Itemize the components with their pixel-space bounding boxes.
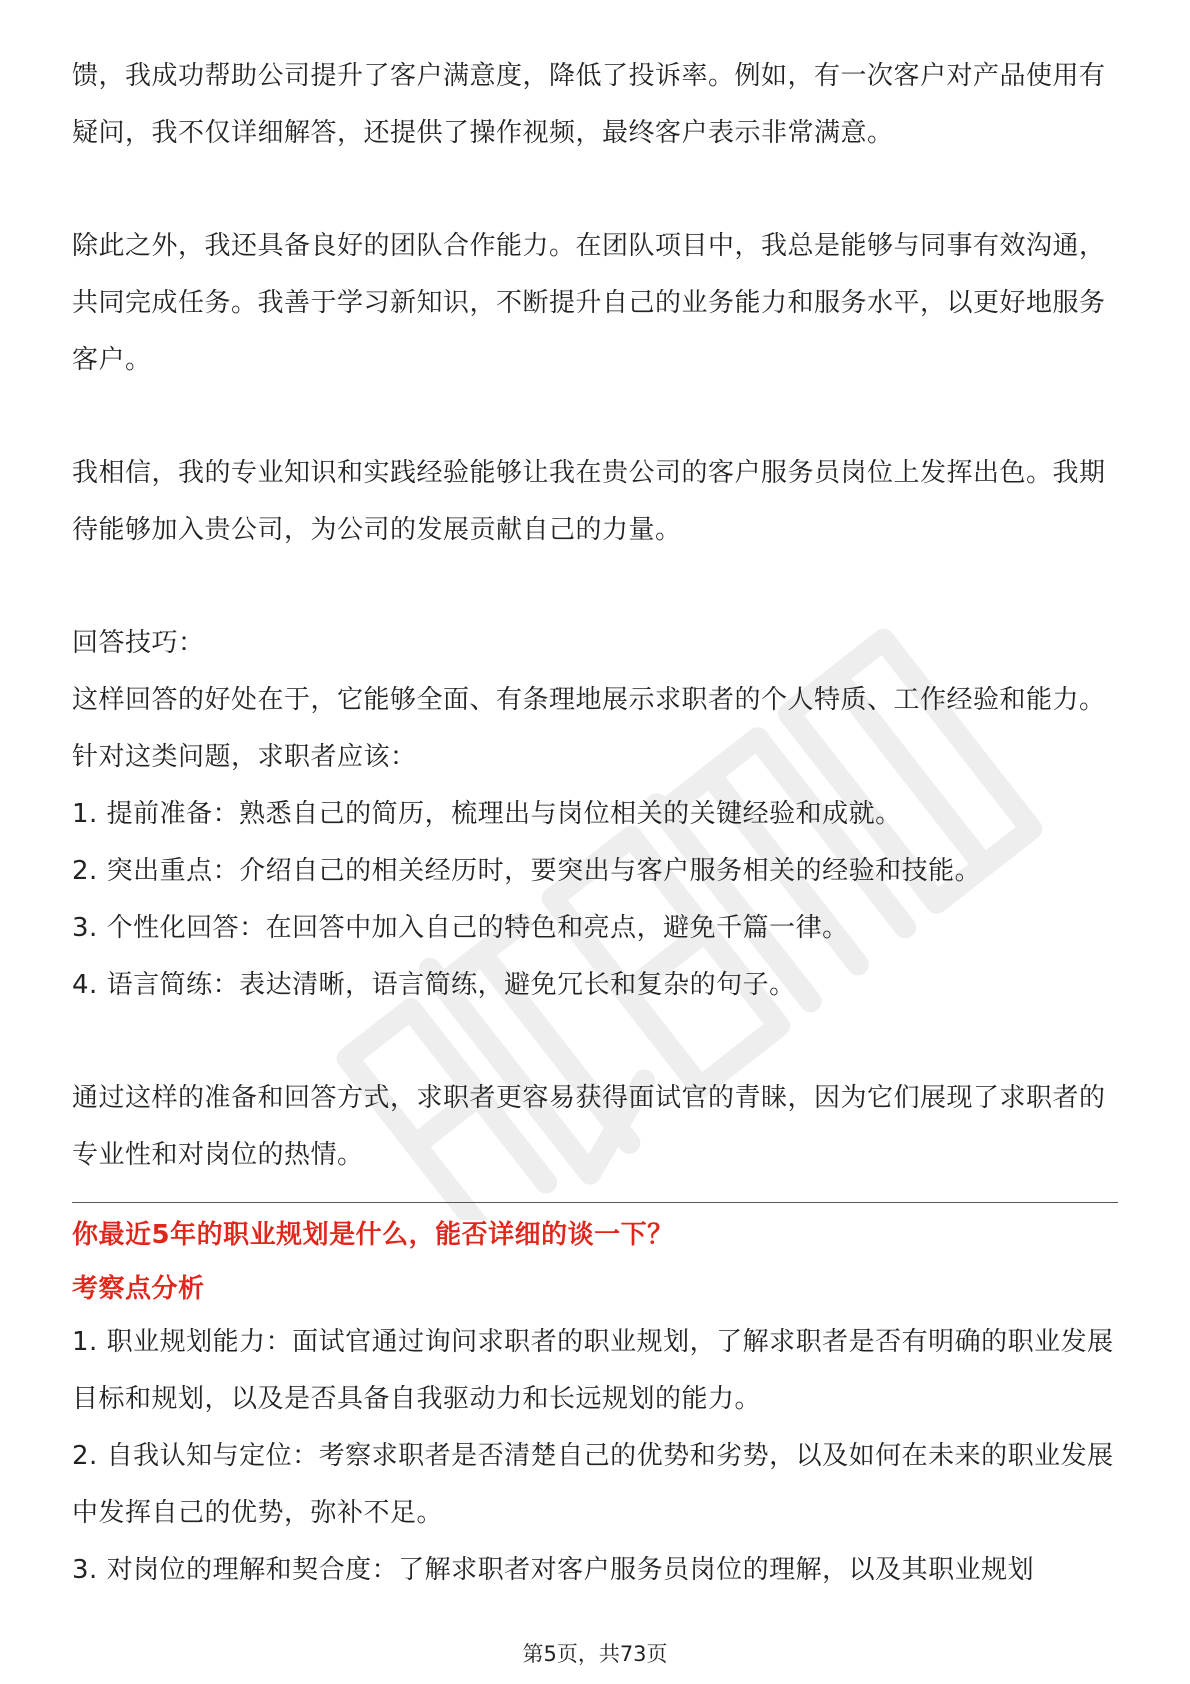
page-number: 第5页，共73页: [522, 1642, 668, 1666]
tips-item: 2. 突出重点：介绍自己的相关经历时，要突出与客户服务相关的经验和技能。: [72, 856, 982, 886]
tips-item: 1. 提前准备：熟悉自己的简历，梳理出与岗位相关的关键经验和成就。: [72, 799, 902, 829]
paragraph-teamwork: 除此之外，我还具备良好的团队合作能力。在团队项目中，我总是能够与同事有效沟通，共同完成任务。我善于学习新知识，不断提升自己的业务能力和服务水平，以更好地服务客户。: [72, 231, 1106, 375]
analysis-point: 1. 职业规划能力：面试官通过询问求职者的职业规划，了解求职者是否有明确的职业发展目标和规划，以及是否具备自我驱动力和长远规划的能力。: [72, 1327, 1114, 1414]
tips-item: 3. 个性化回答：在回答中加入自己的特色和亮点，避免千篇一律。: [72, 913, 849, 943]
page-content: [72, 48, 1118, 1599]
analysis-point: 2. 自我认知与定位：考察求职者是否清楚自己的优势和劣势，以及如何在未来的职业发展中发挥自己的优势，弥补不足。: [72, 1441, 1114, 1528]
paragraph-continued: 馈，我成功帮助公司提升了客户满意度，降低了投诉率。例如，有一次客户对产品使用有疑问，我不仅详细解答，还提供了操作视频，最终客户表示非常满意。: [72, 61, 1106, 148]
analysis-heading: 考察点分析: [72, 1274, 205, 1304]
question-title: 你最近5年的职业规划是什么，能否详细的谈一下？: [72, 1220, 674, 1250]
tips-heading: 回答技巧：: [72, 628, 205, 658]
paragraph-closing: 我相信，我的专业知识和实践经验能够让我在贵公司的客户服务员岗位上发挥出色。我期待能够加入贵公司，为公司的发展贡献自己的力量。: [72, 458, 1106, 545]
analysis-point: 3. 对岗位的理解和契合度：了解求职者对客户服务员岗位的理解，以及其职业规划: [72, 1555, 1035, 1585]
tips-conclusion: 通过这样的准备和回答方式，求职者更容易获得面试官的青睐，因为它们展现了求职者的专业性和对岗位的热情。: [72, 1083, 1106, 1170]
section-divider: [72, 1202, 1118, 1203]
tips-item: 4. 语言简练：表达清晰，语言简练，避免冗长和复杂的句子。: [72, 970, 796, 1000]
tips-intro: 这样回答的好处在于，它能够全面、有条理地展示求职者的个人特质、工作经验和能力。针对这类问题，求职者应该：: [72, 685, 1106, 772]
